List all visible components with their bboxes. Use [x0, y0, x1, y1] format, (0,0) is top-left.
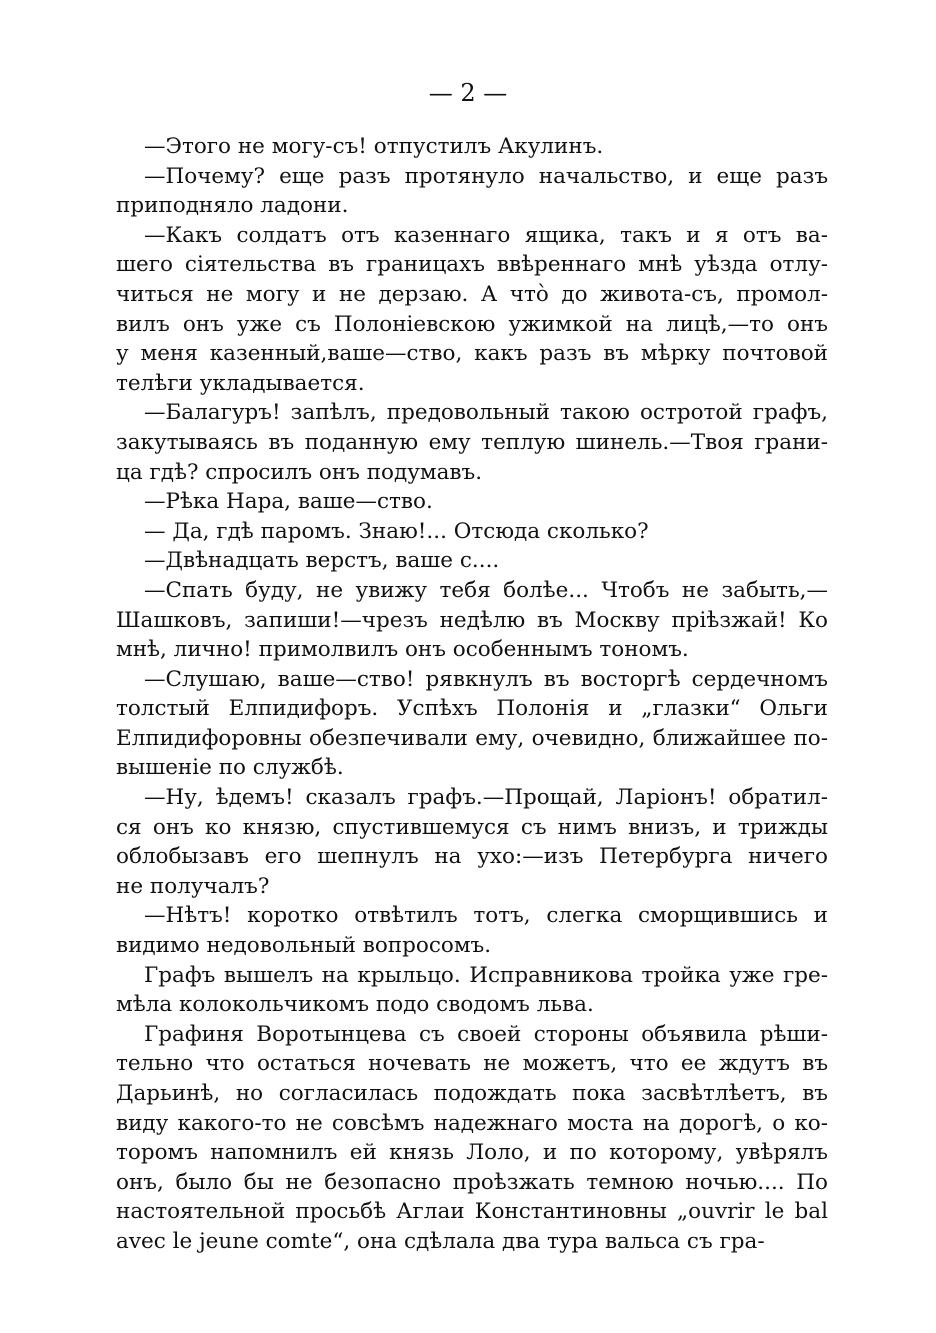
text-line: Елпидифоровны обезпечивали ему, очевидно, ближайшее по-	[116, 725, 828, 751]
text-line: —Нѣтъ! коротко отвѣтилъ тотъ, слегка сморщившись и	[144, 903, 828, 929]
text-line: закутываясь въ поданную ему теплую шинель.—Твоя грани-	[116, 429, 828, 455]
text-line: вилъ онъ уже съ Полоніевскою ужимкой на лицѣ,—то онъ	[116, 311, 828, 337]
text-line: торомъ напомнилъ ей князь Лоло, и по которому, увѣрялъ	[116, 1140, 828, 1166]
text-line: видимо недовольный вопросомъ.	[116, 933, 492, 959]
text-line: толстый Елпидифоръ. Успѣхъ Полонія и „глазки“ Ольги	[116, 696, 828, 722]
text-line: —Спать буду, не увижу тебя болѣе... Чтобъ не забыть,—	[144, 577, 828, 603]
text-line: не получалъ?	[116, 873, 270, 899]
text-line: у меня казенный,ваше—ство, какъ разъ въ мѣрку почтовой	[116, 341, 828, 367]
text-line: —Рѣка Нара, ваше—ство.	[144, 489, 433, 515]
text-line: avec le jeune comte“, она сдѣлала два тура вальса съ гра-	[116, 1228, 765, 1254]
text-line: —Ну, ѣдемъ! сказалъ графъ.—Прощай, Ларіонъ! обратил-	[144, 785, 828, 811]
text-line: тельно что остаться ночевать не можетъ, что ее ждутъ въ	[116, 1051, 828, 1077]
text-line: шего сіятельства въ границахъ ввѣреннаго мнѣ уѣзда отлу-	[116, 252, 828, 278]
page-number: — 2 —	[428, 79, 508, 107]
text-line: ся онъ ко князю, спустившемуся съ нимъ внизъ, и трижды	[116, 814, 828, 840]
text-line: Дарьинѣ, но согласилась подождать пока засвѣтлѣетъ, въ	[116, 1081, 828, 1106]
text-line: ца гдѣ? спросилъ онъ подумавъ.	[116, 459, 483, 485]
text-line: вышеніе по службѣ.	[116, 755, 344, 781]
text-line: —Какъ солдатъ отъ казеннаго ящика, такъ и я отъ ва-	[144, 222, 828, 248]
text-line: —Слушаю, ваше—ство! рявкнулъ въ восторгѣ сердечномъ	[144, 666, 828, 692]
text-line: Графъ вышелъ на крыльцо. Исправникова тройка уже гре-	[144, 962, 828, 988]
text-line: онъ, было бы не безопасно проѣзжать темною ночью.... По	[116, 1169, 828, 1195]
text-line: телѣги укладывается.	[116, 370, 365, 396]
body-text	[116, 132, 828, 1257]
text-line: —Этого не могу-съ! отпустилъ Акулинъ.	[144, 134, 604, 159]
text-line: — Да, гдѣ паромъ. Знаю!... Отсюда сколько?	[144, 518, 649, 544]
text-line: Шашковъ, запиши!—чрезъ недѣлю въ Москву пріѣзжай! Ко	[116, 607, 828, 633]
text-line: настоятельной просьбѣ Аглаи Константиновны „ouvrir le bal	[116, 1199, 828, 1225]
text-line: приподняло ладони.	[116, 193, 349, 219]
text-line: читься не могу и не дерзаю. А что̀ до живота-съ, промол-	[116, 281, 828, 307]
text-line: —Двѣнадцать верстъ, ваше с....	[144, 548, 500, 574]
text-line: мѣла колокольчикомъ подо сводомъ льва.	[116, 992, 594, 1018]
text-line: виду какого-то не совсѣмъ надежнаго моста на дорогѣ, о ко-	[116, 1110, 828, 1136]
text-line: —Почему? еще разъ протянуло начальство, и еще разъ	[144, 163, 828, 189]
text-line: мнѣ, лично! примолвилъ онъ особеннымъ тономъ.	[116, 637, 689, 663]
text-line: —Балагуръ! запѣлъ, предовольный такою остротой графъ,	[144, 400, 828, 426]
text-line: Графиня Воротынцева съ своей стороны объявила рѣши-	[144, 1021, 828, 1047]
text-line: облобызавъ его шепнулъ на ухо:—изъ Петербурга ничего	[116, 844, 828, 870]
